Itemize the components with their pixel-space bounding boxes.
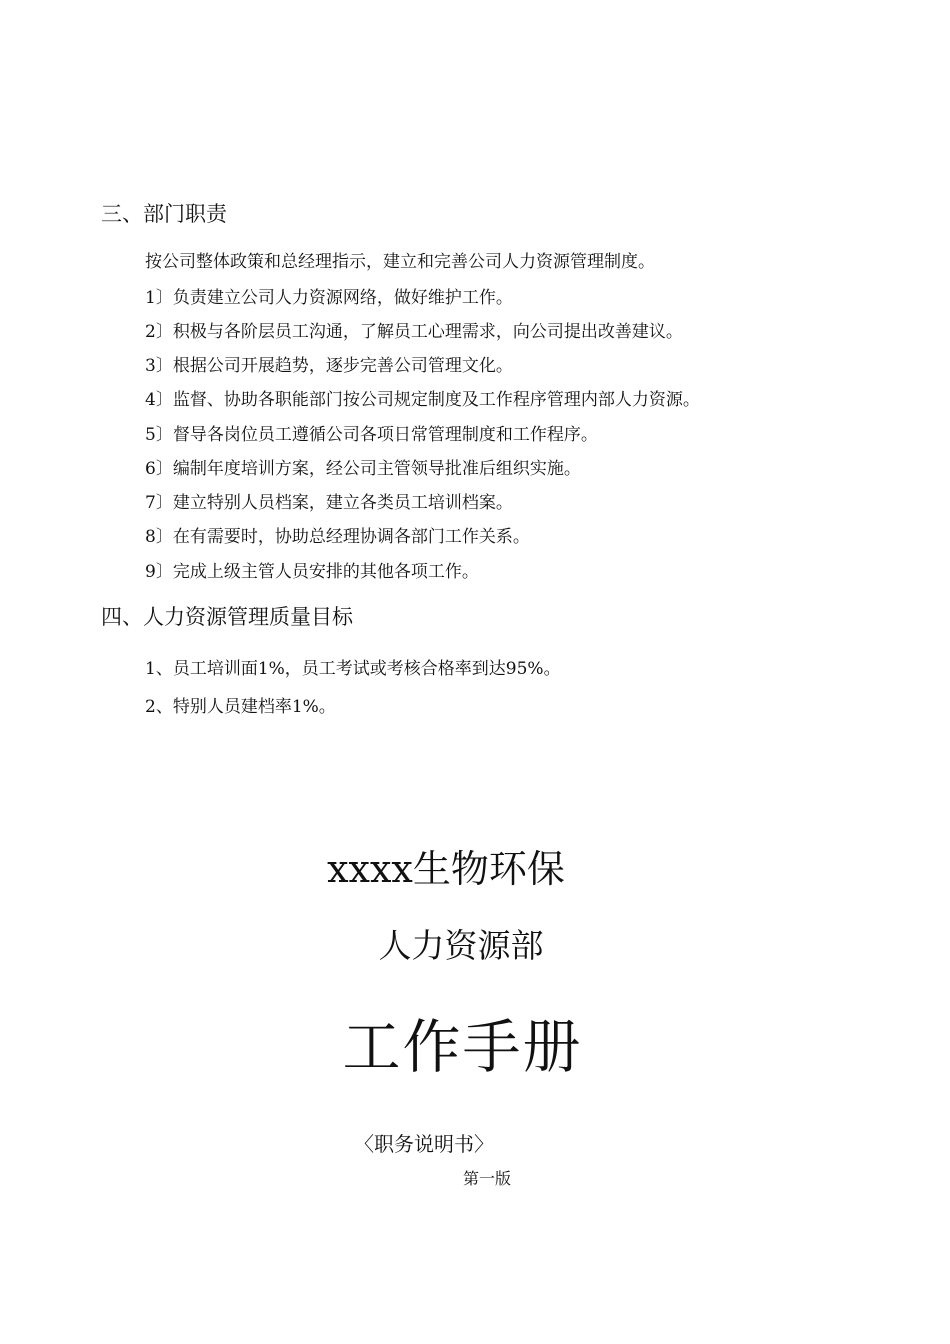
duty-item-9: 9〕完成上级主管人员安排的其他各项工作。 [145,562,479,582]
cover-department: 人力资源部 [378,926,544,965]
duty-item-3: 3〕根据公司开展趋势，逐步完善公司管理文化。 [145,356,513,376]
quality-target-2: 2、特别人员建档率1%。 [145,697,336,717]
cover-subtitle: 〈职务说明书〉 [354,1132,494,1156]
cover-edition: 第一版 [463,1169,512,1188]
duty-item-2: 2〕积极与各阶层员工沟通，了解员工心理需求，向公司提出改善建议。 [145,322,683,342]
section-4-heading: 四、人力资源管理质量目标 [101,605,353,629]
duty-item-4: 4〕监督、协助各职能部门按公司规定制度及工作程序管理内部人力资源。 [145,390,700,410]
duty-item-7: 7〕建立特别人员档案，建立各类员工培训档案。 [145,493,513,513]
duty-item-1: 1〕负责建立公司人力资源网络，做好维护工作。 [145,288,513,308]
duty-item-8: 8〕在有需要时，协助总经理协调各部门工作关系。 [145,527,530,547]
duty-item-5: 5〕督导各岗位员工遵循公司各项日常管理制度和工作程序。 [145,425,598,445]
duty-item-6: 6〕编制年度培训方案，经公司主管领导批准后组织实施。 [145,459,581,479]
cover-title: 工作手册 [342,1013,583,1081]
cover-company: xxxx生物环保 [327,847,565,891]
quality-target-1: 1、员工培训面1%，员工考试或考核合格率到达95%。 [145,659,561,679]
section-3-intro: 按公司整体政策和总经理指示，建立和完善公司人力资源管理制度。 [145,252,655,272]
section-3-heading: 三、部门职责 [101,202,227,226]
